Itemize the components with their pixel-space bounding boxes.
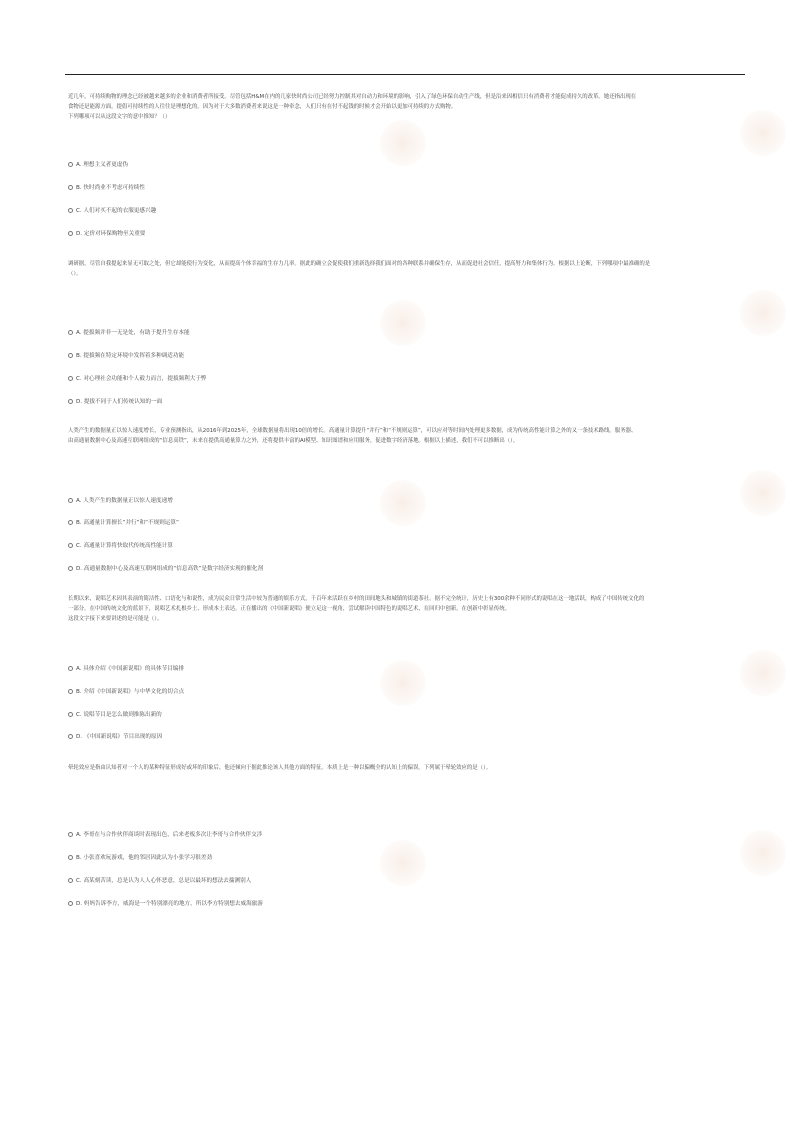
option-d[interactable] [68, 897, 744, 909]
radio-button-icon[interactable] [68, 353, 73, 358]
option-label: C. 高通量计算将快取代传统高性能计算 [76, 543, 173, 549]
option-label: B. 介绍《中国新说唱》与中华文化的切合点 [76, 689, 185, 695]
radio-button-icon[interactable] [68, 689, 73, 694]
option-label: B. 快时尚业不考虑可持续性 [76, 185, 145, 191]
radio-button-icon[interactable] [68, 185, 73, 190]
radio-button-icon[interactable] [68, 162, 73, 167]
radio-button-icon[interactable] [68, 399, 73, 404]
option-label: C. 高某刻苦读，总是认为人人心怀恶意，总是以最坏的想法去揣测别人 [76, 878, 252, 884]
radio-button-icon[interactable] [68, 520, 73, 525]
option-d[interactable] [68, 562, 744, 574]
option-label: D. 妈妈告诉李方，威海是一个特别漂亮的地方，所以李方特别想去威海旅游 [76, 901, 263, 907]
radio-button-icon[interactable] [68, 901, 73, 906]
option-a[interactable] [68, 828, 744, 840]
radio-button-icon[interactable] [68, 712, 73, 717]
question-stem-line: 食物还是能源方面，提倡可持续性的人往往是理想化的。因为对于大多数消费者来说这是一种牵念，人们只有在付不起钱的时候才会开始以更加可持续的方式购物。 [68, 104, 457, 110]
option-label: D. 《中国新说唱》节目出现的原因 [76, 734, 163, 740]
option-b[interactable] [68, 181, 744, 193]
option-label: A. 人类产生的数据量正以惊人速度递增 [76, 498, 173, 504]
option-label: D. 提拔不同于人们传统认知的一面 [76, 399, 163, 405]
option-c[interactable] [68, 204, 744, 216]
option-label: A. 理想主义者更虚伪 [76, 162, 129, 168]
option-a[interactable] [68, 158, 744, 170]
question-stem-line: 这段文字接下来要讲述的是可能是（）。 [68, 616, 163, 622]
option-label: C. 说唱节目是怎么做到推陈出新的 [76, 712, 162, 718]
option-label: A. 具体介绍《中国新说唱》的具体节目编排 [76, 666, 184, 672]
option-label: B. 高通量计算擅长“并行”和“不规则运算” [76, 520, 179, 526]
question-stem-line: 人类产生的数据量正以惊人速度增长，专业预测指出，从2016年到2025年，全球数据量将出现10倍的增长。高通量计算提升“并行”和“不规则运算”，可以应对等时间内处理更多数据，成为传统高性能计算之外的又一条技术路线。服务器、 [68, 428, 637, 434]
question-stem-line: 由高通量数据中心及高速互联网组成的“信息高铁”，未来在提供高通量算力之外，还将提供丰富的AI模型、知识图谱和应用服务，促进数字经济落地。根据以上描述，我们不可以推断出（）。 [68, 438, 519, 444]
question-3 [68, 426, 744, 572]
question-stem-line: 调研据，尽管自我提起来显无可取之处，但它却能使行为变化，从而提高个体幸福的生存力几率。据此的确立会促使我们重新选择我们面对的各种联系并确保生存，从而促进社会信任，提高努力和集体行为。根据以上论断，下列哪项中最准确的是 [68, 261, 651, 267]
option-label: A. 提拔频并非一无是处，有助于提升生存本能 [76, 330, 190, 336]
watermark-logo-icon [740, 830, 786, 876]
option-label: B. 提拔频在特定环境中发挥着多种调适功能 [76, 353, 185, 359]
question-2 [68, 259, 744, 405]
watermark-logo-icon [740, 290, 786, 336]
watermark-logo-icon [740, 110, 786, 156]
option-label: C. 人们对买不起的衣服更感兴趣 [76, 208, 157, 214]
question-stem-line: 长期以来，说唱艺术因其表演的简洁性、口语化与和说性，成为民众日常生活中较为普通的娱乐方式，千百年来活跃在乡村的田间地头和城镇的街道茶社。据不完全统计，历史上有300余种不同形式的说唱在这一地活跃，构成了中国传统文化的 [68, 596, 645, 602]
option-label: D. 定价对环保购物至关重要 [76, 231, 146, 237]
question-stem-line: 下列哪项可以从这段文字的意中推知？（） [68, 114, 171, 120]
radio-button-icon[interactable] [68, 376, 73, 381]
radio-button-icon[interactable] [68, 231, 73, 236]
radio-button-icon[interactable] [68, 734, 73, 739]
question-4 [68, 594, 744, 740]
option-b[interactable] [68, 349, 744, 361]
option-b[interactable] [68, 516, 744, 528]
watermark-logo-icon [380, 300, 426, 346]
radio-button-icon[interactable] [68, 498, 73, 503]
question-1 [68, 92, 744, 237]
option-label: A. 李哥在与合作伙伴商谈时表现出色，后来老板多次让李哥与合作伙伴交涉 [76, 832, 263, 838]
option-d[interactable] [68, 227, 744, 239]
option-label: C. 对心理社会功能和个人毅力而言，提拔频利大于弊 [76, 376, 207, 382]
watermark-logo-icon [740, 470, 786, 516]
option-c[interactable] [68, 372, 744, 384]
option-a[interactable] [68, 326, 744, 338]
option-c[interactable] [68, 708, 744, 720]
radio-button-icon[interactable] [68, 855, 73, 860]
radio-button-icon[interactable] [68, 832, 73, 837]
option-b[interactable] [68, 851, 744, 863]
option-b[interactable] [68, 685, 744, 697]
question-stem-line: 晕轮效应是指由认知者对一个人的某种特征形成好或坏的印象后，他还倾向于据此推论该人其他方面的特征。本质上是一种以偏概全的认知上的偏误。下列属于晕轮效应的是（）。 [68, 765, 492, 771]
radio-button-icon[interactable] [68, 543, 73, 548]
radio-button-icon[interactable] [68, 208, 73, 213]
radio-button-icon[interactable] [68, 566, 73, 571]
radio-button-icon[interactable] [68, 666, 73, 671]
watermark-logo-icon [740, 650, 786, 696]
option-label: D. 高通量数据中心及高速互联网组成的“信息高铁”是数字经济实现的催化剂 [76, 566, 264, 572]
option-d[interactable] [68, 395, 744, 407]
radio-button-icon[interactable] [68, 330, 73, 335]
option-c[interactable] [68, 874, 744, 886]
question-5 [68, 763, 744, 907]
top-divider [65, 74, 745, 75]
option-a[interactable] [68, 494, 744, 506]
question-stem-line: （）。 [68, 271, 82, 277]
radio-button-icon[interactable] [68, 878, 73, 883]
question-stem-line: 一部分。在中国传统文化的蓝景下，说唱艺术扎根乡土、形成本土表达。正在播出的《中国新说唱》便立足这一视角，尝试解读中国特色的说唱艺术，在回归中创新，在创新中彰显传统。 [68, 606, 511, 612]
option-a[interactable] [68, 662, 744, 674]
option-d[interactable] [68, 730, 744, 742]
option-label: B. 小张喜欢玩游戏，他的邻居因此认为小张学习很差劲 [76, 855, 213, 861]
question-stem-line: 近几年，可持续购物的理念已经被越来越多的企业和消费者所接受。尽管包括H&M在内的几家快时尚公司已经努力控制其对自动力和环境的影响，引入了绿色环保自动生产线，但是沿来因相信只有消费者才能促成持久的改革。她还指出现在 [68, 94, 637, 100]
option-c[interactable] [68, 539, 744, 551]
